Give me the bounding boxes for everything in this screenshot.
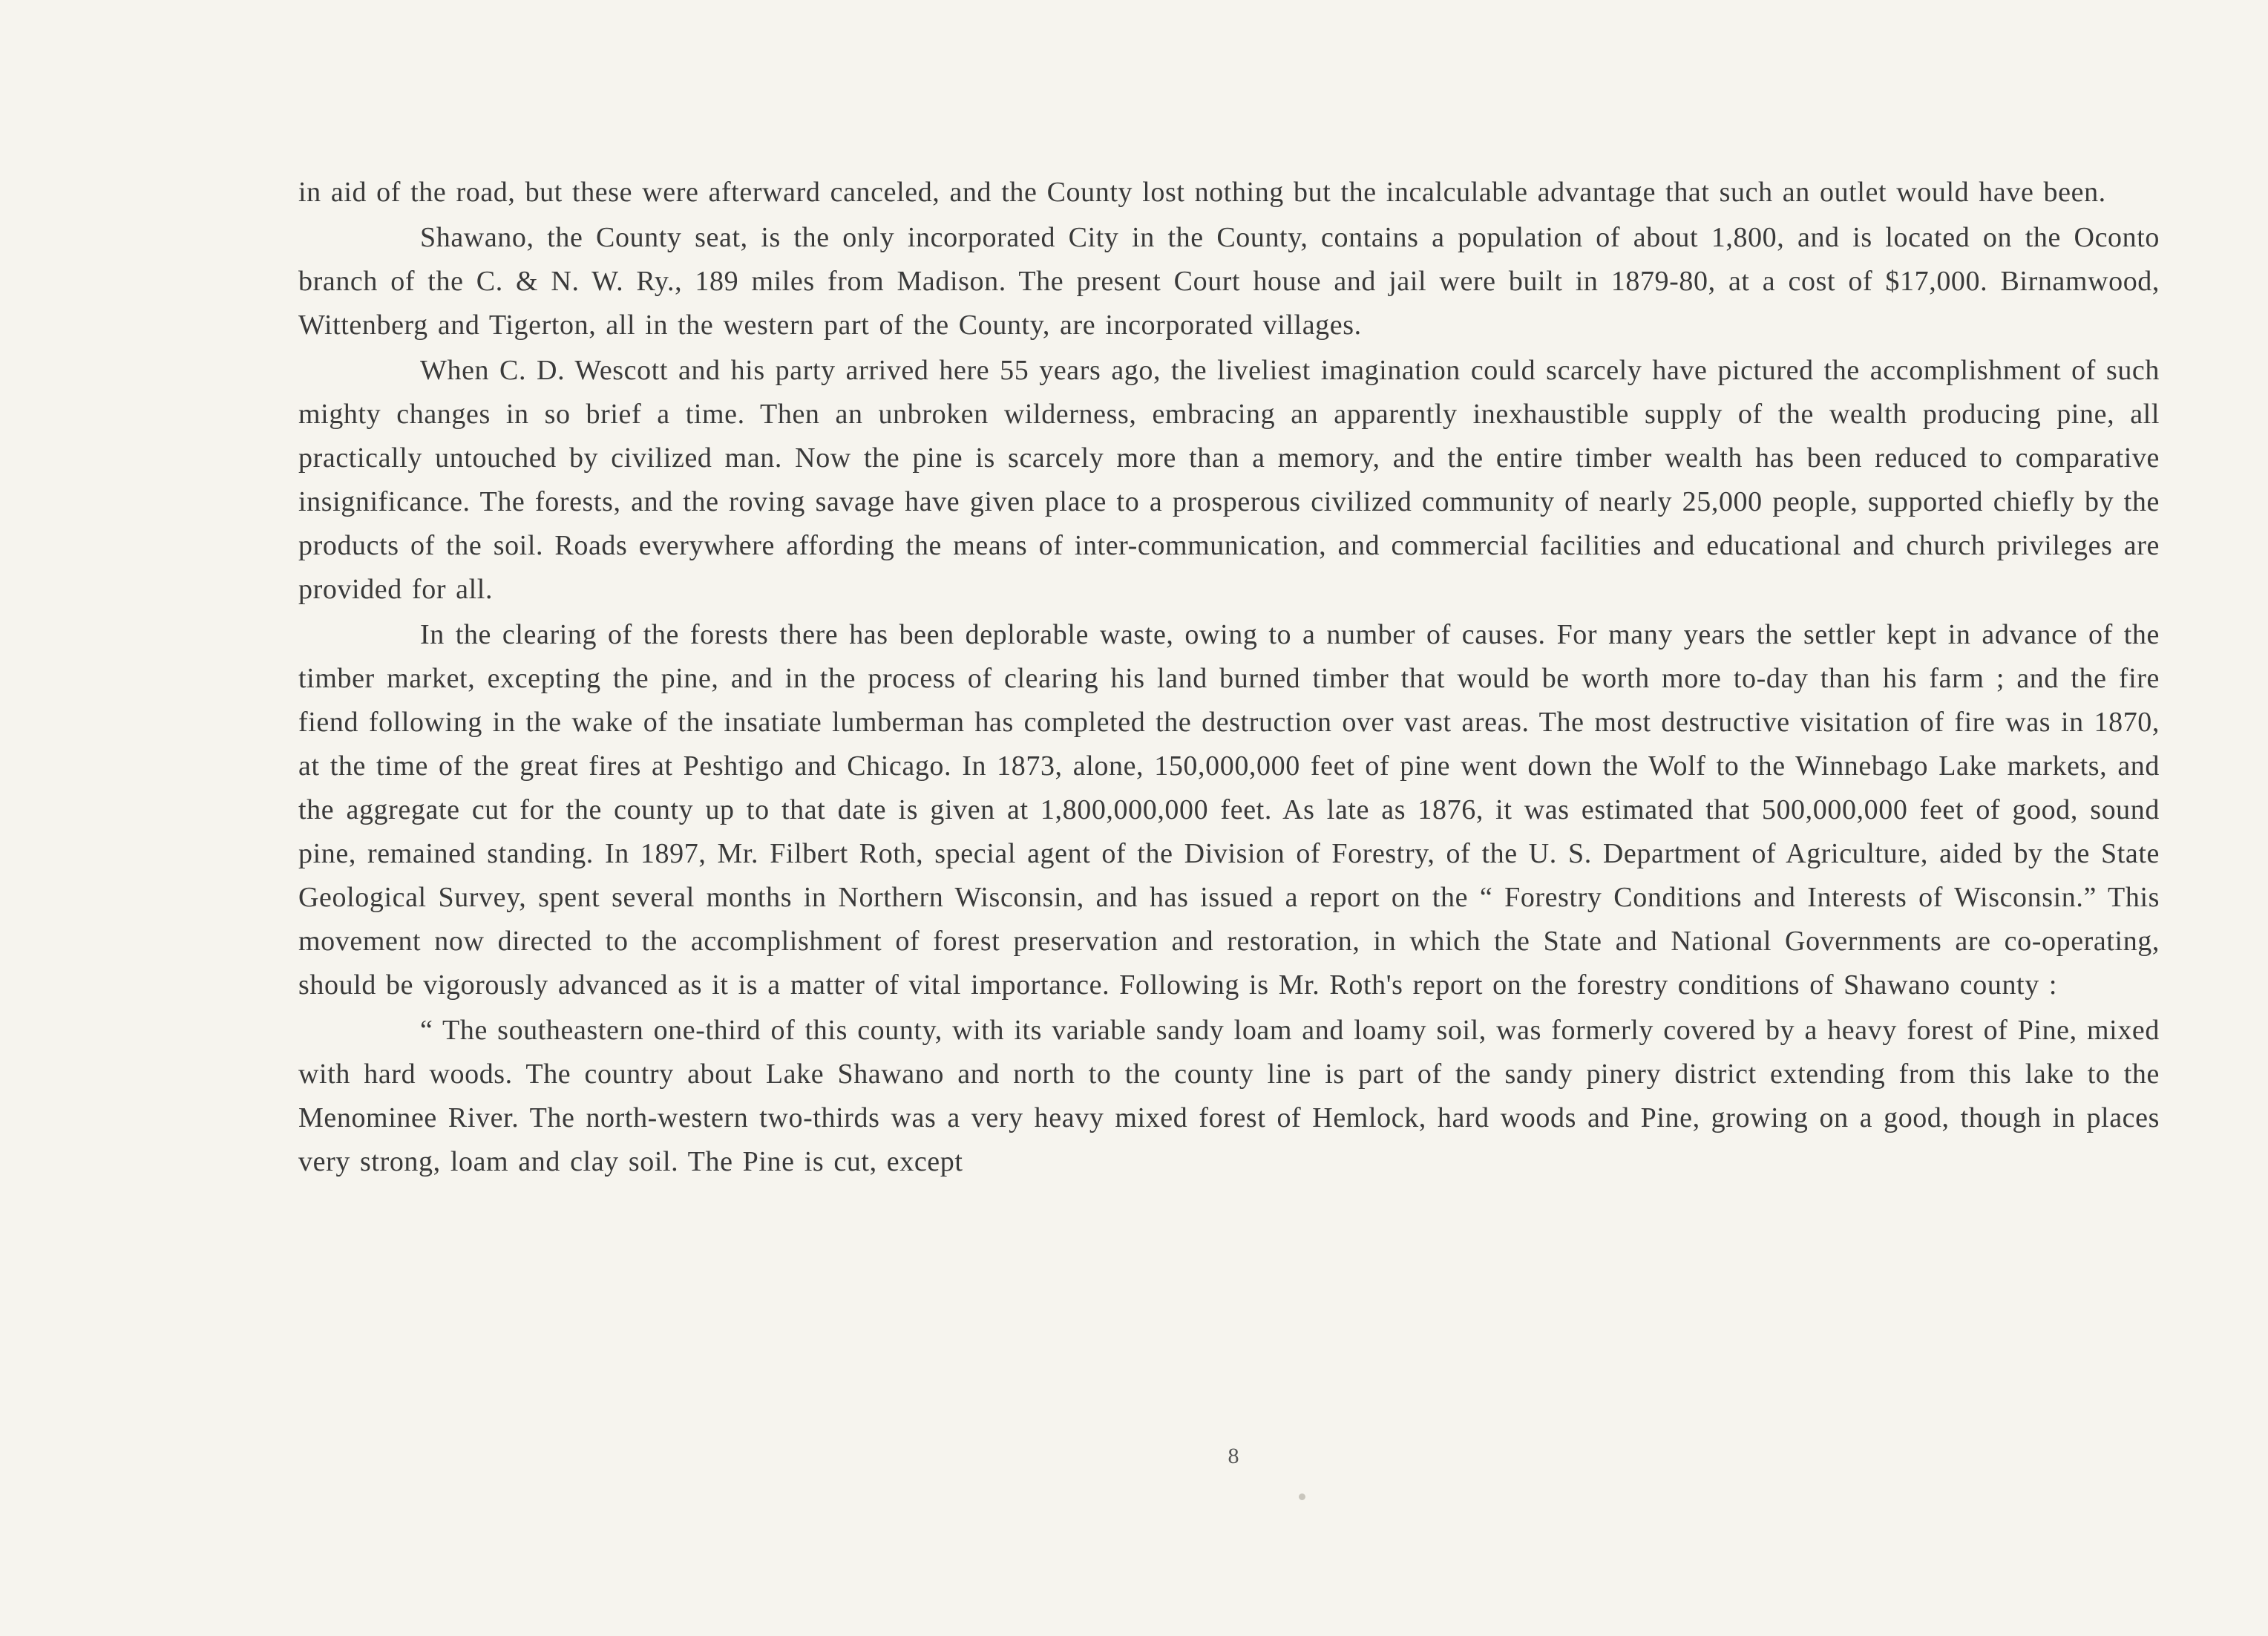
body-text [298,171,2160,1185]
paragraph-continuation: in aid of the road, but these were afterward canceled, and the County lost nothing but the incalculable advantage that such an outlet would have been. [298,177,2106,208]
paragraph-clearing-forests: In the clearing of the forests there has been deplorable waste, owing to a number of causes. For many years the settler kept in advance of the timber market, excepting the pine, and in the process of clearing his land burned timber that would be worth more to-day than his farm ; and the fire fiend following in the wake of the insatiate lumberman has completed the destruction over vast areas. The most destructive visitation of fire was in 1870, at the time of the great fires at Peshtigo and Chicago. In 1873, alone, 150,000,000 feet of pine went down the Wolf to the Winnebago Lake markets, and the aggregate cut for the county up to that date is given at 1,800,000,000 feet. As late as 1876, it was estimated that 500,000,000 feet of good, sound pine, remained standing. In 1897, Mr. Filbert Roth, special agent of the Division of Forestry, of the U. S. Department of Agriculture, aided by the State Geological Survey, spent several months in Northern Wisconsin, and has issued a report on the “ Forestry Conditions and Interests of Wisconsin.” This movement now directed to the accomplishment of forest preservation and restoration, in which the State and National Governments are co-operating, should be vigorously advanced as it is a matter of vital importance. Following is Mr. Roth's report on the forestry conditions of Shawano county : [298,619,2160,1001]
paragraph-shawano: Shawano, the County seat, is the only incorporated City in the County, contains a population of about 1,800, and is located on the Oconto branch of the C. & N. W. Ry., 189 miles from Madison. The present Court house and jail were built in 1879-80, at a cost of $17,000. Birnamwood, Wittenberg and Tigerton, all in the western part of the County, are incorporated villages. [298,222,2160,341]
paper-speck [1299,1493,1305,1500]
paragraph-roth-report-quote: “ The southeastern one-third of this county, with its variable sandy loam and loamy soil, was formerly covered by a heavy forest of Pine, mixed with hard woods. The country about Lake Shawano and north to the county line is part of the sandy pinery district extending from this lake to the Menominee River. The north-western two-thirds was a very heavy mixed forest of Hemlock, hard woods and Pine, growing on a good, though in places very strong, loam and clay soil. The Pine is cut, except [298,1015,2160,1177]
page-number: 8 [1228,1444,1239,1468]
paragraph-wescott: When C. D. Wescott and his party arrived here 55 years ago, the liveliest imagination could scarcely have pictured the accomplishment of such mighty changes in so brief a time. Then an unbroken wilderness, embracing an apparently inexhaustible supply of the wealth producing pine, all practically untouched by civilized man. Now the pine is scarcely more than a memory, and the entire timber wealth has been reduced to comparative insignificance. The forests, and the roving savage have given place to a prosperous civilized community of nearly 25,000 people, supported chiefly by the products of the soil. Roads everywhere affording the means of inter-communication, and commercial facilities and educational and church privileges are provided for all. [298,355,2160,605]
